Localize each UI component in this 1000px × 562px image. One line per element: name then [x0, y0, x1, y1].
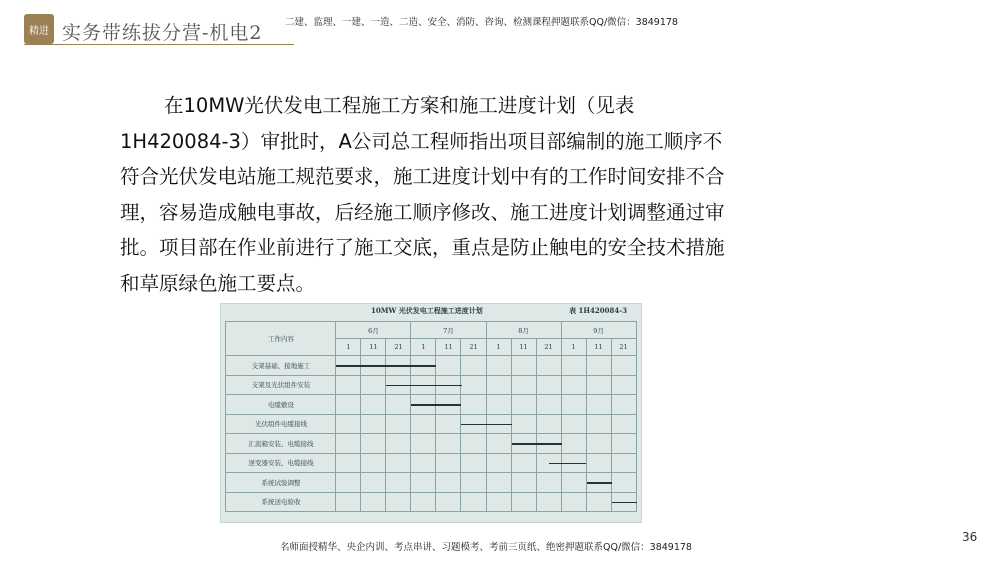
day-header: 1: [561, 339, 586, 356]
task-row: [226, 434, 636, 454]
schedule-cell: [361, 434, 386, 454]
schedule-cell: [586, 434, 611, 454]
schedule-cell: [386, 492, 411, 512]
schedule-cell: [511, 492, 536, 512]
month-header: 9月: [561, 322, 636, 339]
schedule-cell: [611, 395, 636, 415]
schedule-cell: [336, 434, 361, 454]
schedule-cell: [361, 453, 386, 473]
page-number: 36: [962, 530, 978, 544]
schedule-cell: [386, 414, 411, 434]
schedule-cell: [586, 453, 611, 473]
day-header: 21: [611, 339, 636, 356]
schedule-cell: [386, 473, 411, 493]
question-paragraph: [120, 88, 810, 301]
schedule-cell: [536, 492, 561, 512]
task-row: [226, 375, 636, 395]
schedule-cell: [386, 356, 411, 376]
schedule-cell: [486, 492, 511, 512]
gantt-bar: [587, 482, 612, 484]
schedule-cell: [436, 414, 461, 434]
gantt-table: [225, 321, 636, 512]
task-name: 逆变器安装、电缆接线: [226, 453, 336, 473]
schedule-cell: [436, 453, 461, 473]
schedule-cell: [611, 434, 636, 454]
schedule-cell: [336, 473, 361, 493]
schedule-cell: [511, 395, 536, 415]
schedule-cell: [436, 434, 461, 454]
schedule-cell: [411, 375, 436, 395]
schedule-cell: [586, 473, 611, 493]
schedule-cell: [611, 492, 636, 512]
schedule-cell: [411, 453, 436, 473]
schedule-cell: [386, 453, 411, 473]
schedule-cell: [361, 473, 386, 493]
schedule-cell: [461, 375, 486, 395]
paragraph-line: 和草原绿色施工要点。: [120, 271, 316, 295]
task-name: 汇流箱安装、电缆接线: [226, 434, 336, 454]
schedule-cell: [561, 375, 586, 395]
day-header: 11: [361, 339, 386, 356]
paragraph-line: 批。项目部在作业前进行了施工交底，重点是防止触电的安全技术措施: [120, 236, 725, 259]
task-row: [226, 414, 636, 434]
task-row: [226, 492, 636, 512]
schedule-cell: [411, 434, 436, 454]
day-header: 11: [436, 339, 461, 356]
schedule-cell: [536, 453, 561, 473]
schedule-cell: [536, 356, 561, 376]
schedule-cell: [511, 356, 536, 376]
day-header: 21: [461, 339, 486, 356]
schedule-cell: [336, 492, 361, 512]
schedule-cell: [586, 395, 611, 415]
schedule-cell: [561, 395, 586, 415]
schedule-cell: [411, 492, 436, 512]
schedule-cell: [411, 473, 436, 493]
schedule-cell: [536, 473, 561, 493]
schedule-cell: [611, 375, 636, 395]
schedule-cell: [536, 414, 561, 434]
schedule-cell: [336, 414, 361, 434]
schedule-cell: [411, 356, 436, 376]
task-row: [226, 473, 636, 493]
schedule-cell: [511, 453, 536, 473]
task-header: 工作内容: [226, 322, 336, 356]
day-header: 11: [586, 339, 611, 356]
task-row: [226, 395, 636, 415]
schedule-cell: [486, 434, 511, 454]
schedule-cell: [486, 395, 511, 415]
title-divider: [24, 44, 294, 45]
day-header: 21: [536, 339, 561, 356]
schedule-cell: [436, 492, 461, 512]
schedule-cell: [461, 395, 486, 415]
schedule-cell: [336, 395, 361, 415]
schedule-cell: [411, 414, 436, 434]
day-header: 21: [386, 339, 411, 356]
schedule-cell: [386, 375, 411, 395]
task-row: [226, 453, 636, 473]
day-header: 1: [411, 339, 436, 356]
schedule-cell: [461, 492, 486, 512]
schedule-cell: [511, 375, 536, 395]
schedule-cell: [561, 492, 586, 512]
schedule-cell: [361, 356, 386, 376]
schedule-cell: [586, 356, 611, 376]
schedule-cell: [461, 356, 486, 376]
schedule-cell: [561, 434, 586, 454]
schedule-cell: [586, 375, 611, 395]
task-name: 系统试验调整: [226, 473, 336, 493]
task-row: [226, 356, 636, 376]
schedule-cell: [361, 375, 386, 395]
schedule-cell: [361, 395, 386, 415]
month-header: 6月: [336, 322, 411, 339]
schedule-cell: [436, 375, 461, 395]
schedule-cell: [336, 375, 361, 395]
table-caption-number: 表 1H420084-3: [569, 306, 627, 315]
task-name: 系统送电验收: [226, 492, 336, 512]
schedule-cell: [536, 375, 561, 395]
schedule-cell: [511, 414, 536, 434]
schedule-cell: [461, 473, 486, 493]
schedule-cell: [411, 395, 436, 415]
schedule-cell: [461, 453, 486, 473]
schedule-cell: [561, 473, 586, 493]
schedule-cell: [486, 453, 511, 473]
paragraph-line: 1H420084-3）审批时，A公司总工程师指出项目部编制的施工顺序不: [120, 129, 723, 153]
top-banner: 二建、监理、一建、一造、二造、安全、消防、咨询、检测课程押题联系QQ/微信：3849178: [285, 17, 678, 28]
schedule-cell: [511, 434, 536, 454]
day-header: 11: [511, 339, 536, 356]
schedule-cell: [611, 356, 636, 376]
schedule-cell: [461, 434, 486, 454]
task-name: 支架基础、接地施工: [226, 356, 336, 376]
task-name: 支架及光伏组件安装: [226, 375, 336, 395]
month-header-row: [226, 322, 636, 339]
schedule-cell: [611, 453, 636, 473]
schedule-cell: [386, 434, 411, 454]
day-header: 1: [336, 339, 361, 356]
schedule-cell: [336, 453, 361, 473]
schedule-cell: [461, 414, 486, 434]
schedule-cell: [611, 473, 636, 493]
schedule-cell: [436, 356, 461, 376]
day-header: 1: [486, 339, 511, 356]
schedule-cell: [561, 356, 586, 376]
schedule-cell: [486, 375, 511, 395]
course-title: 实务带练拔分营-机电2: [62, 22, 263, 44]
task-name: 电缆敷设: [226, 395, 336, 415]
table-caption-title: 10MW 光伏发电工程施工进度计划: [371, 306, 483, 315]
brand-logo: [24, 14, 54, 44]
schedule-cell: [586, 492, 611, 512]
schedule-cell: [511, 473, 536, 493]
schedule-cell: [436, 473, 461, 493]
schedule-cell: [561, 414, 586, 434]
schedule-cell: [361, 492, 386, 512]
schedule-cell: [436, 395, 461, 415]
schedule-cell: [536, 395, 561, 415]
logo-text: 精进: [29, 25, 49, 37]
schedule-table-image: [220, 303, 642, 523]
schedule-cell: [386, 395, 411, 415]
paragraph-line: 在10MW光伏发电工程施工方案和施工进度计划（见表: [164, 94, 635, 117]
schedule-cell: [586, 414, 611, 434]
schedule-cell: [611, 414, 636, 434]
paragraph-line: 理，容易造成触电事故，后经施工顺序修改、施工进度计划调整通过审: [120, 200, 725, 224]
schedule-cell: [486, 414, 511, 434]
schedule-cell: [486, 356, 511, 376]
month-header: 8月: [486, 322, 561, 339]
schedule-cell: [361, 414, 386, 434]
bottom-banner: 名师面授精华、央企内训、考点串讲、习题模考、考前三页纸、绝密押题联系QQ/微信：3849178: [280, 542, 692, 553]
schedule-cell: [561, 453, 586, 473]
schedule-cell: [536, 434, 561, 454]
schedule-cell: [336, 356, 361, 376]
paragraph-line: 符合光伏发电站施工规范要求，施工进度计划中有的工作时间安排不合: [120, 165, 725, 188]
schedule-cell: [486, 473, 511, 493]
gantt-bar: [612, 502, 637, 504]
task-name: 光伏组件电缆接线: [226, 414, 336, 434]
month-header: 7月: [411, 322, 486, 339]
table-caption: [221, 304, 641, 316]
